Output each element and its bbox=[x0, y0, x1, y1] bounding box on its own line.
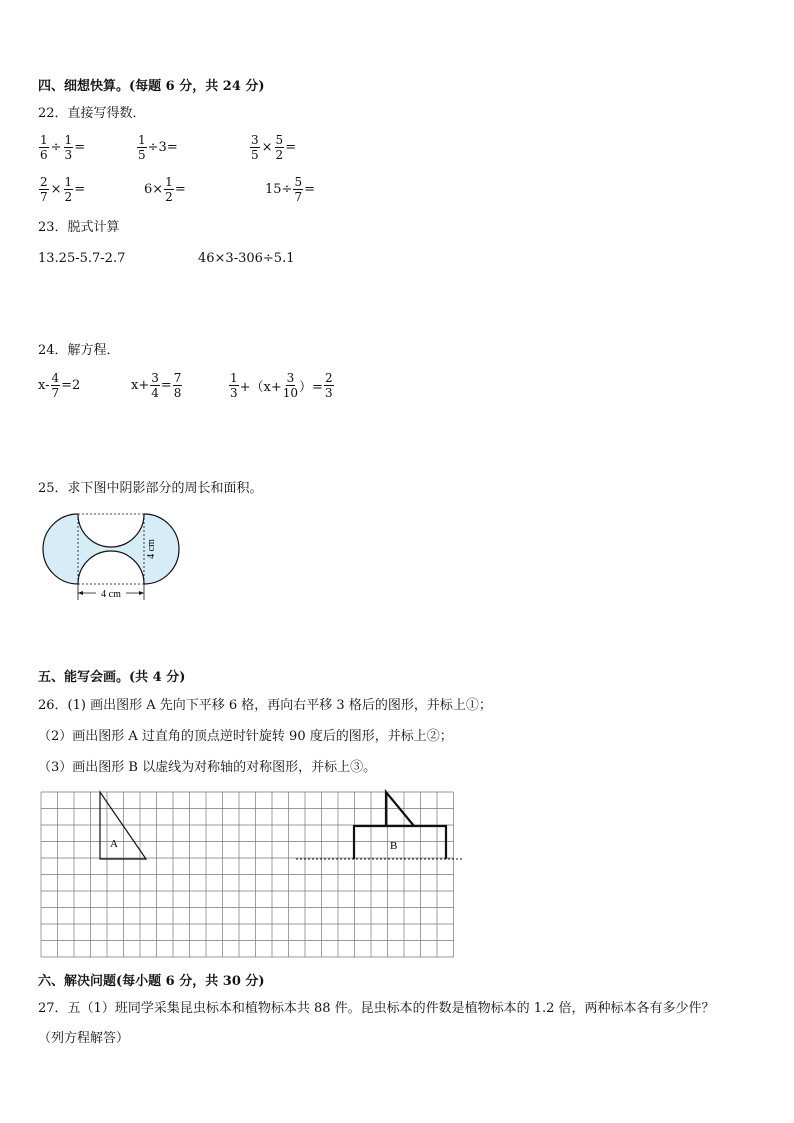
grid-lines bbox=[41, 792, 454, 957]
q22-item-2: $\frac{1}{5}$ ÷3 = bbox=[138, 133, 178, 162]
q26-line-2: （2）画出图形 A 过直角的顶点逆时针旋转 90 度后的图形，并标上②； bbox=[38, 729, 453, 744]
shaded-figure bbox=[38, 508, 198, 603]
vertical-dimension-label: 4 cm bbox=[146, 539, 157, 559]
q22-item-4: $\frac{2}{7}$ × $\frac{1}{2}$ = bbox=[40, 175, 86, 204]
q24-equation-2: x+ $\frac{3}{4}$ = $\frac{7}{8}$ bbox=[131, 371, 182, 400]
q27-line-2: （列方程解答） bbox=[38, 1031, 130, 1046]
q26-line-3: （3）画出图形 B 以虚线为对称轴的对称图形，并标上③。 bbox=[38, 760, 377, 775]
grid-figure bbox=[38, 789, 468, 967]
figure-b-triangle bbox=[386, 792, 414, 826]
figure-b bbox=[354, 826, 446, 859]
horizontal-dimension-label: 4 cm bbox=[101, 589, 121, 600]
shaded-left-semicircle bbox=[43, 514, 78, 584]
q24-equation-1: x- $\frac{4}{7}$ =2 bbox=[38, 371, 81, 400]
q24-title: 24．解方程． bbox=[38, 343, 120, 358]
q23-expr-1: 13.25-5.7-2.7 bbox=[38, 251, 126, 266]
q27-line-1: 27．五（1）班同学采集昆虫标本和植物标本共 88 件。昆虫标本的件数是植物标本的 1.2 倍，两种标本各有多少件？ bbox=[38, 1001, 715, 1016]
q25-title: 25．求下图中阴影部分的周长和面积。 bbox=[38, 481, 263, 496]
q22-item-1: $\frac{1}{6}$ ÷ $\frac{1}{3}$ = bbox=[40, 133, 86, 162]
q23-expr-2: 46×3-306÷5.1 bbox=[198, 251, 295, 266]
q23-title: 23．脱式计算 bbox=[38, 220, 120, 235]
q22-title: 22．直接写得数． bbox=[38, 106, 146, 121]
q24-equation-3: $\frac{1}{3}$ +（x+ $\frac{3}{10}$ ）= $\frac{2}{3}$ bbox=[230, 371, 333, 400]
section-6-title: 六、解决问题(每小题 6 分，共 30 分) bbox=[38, 974, 265, 989]
q26-line-1: 26．(1) 画出图形 A 先向下平移 6 格，再向右平移 3 格后的图形，并标上①； bbox=[38, 698, 492, 713]
section-5-title: 五、能写会画。(共 4 分) bbox=[38, 670, 186, 685]
q22-item-3: $\frac{3}{5}$ × $\frac{5}{2}$ = bbox=[251, 133, 297, 162]
q22-item-5: 6× $\frac{1}{2}$ = bbox=[144, 175, 186, 204]
section-4-title: 四、细想快算。(每题 6 分，共 24 分) bbox=[38, 79, 265, 94]
label-a: A bbox=[110, 838, 118, 850]
q22-item-6: 15÷ $\frac{5}{7}$ = bbox=[265, 175, 315, 204]
label-b: B bbox=[390, 840, 398, 852]
shaded-middle-region bbox=[78, 514, 144, 584]
